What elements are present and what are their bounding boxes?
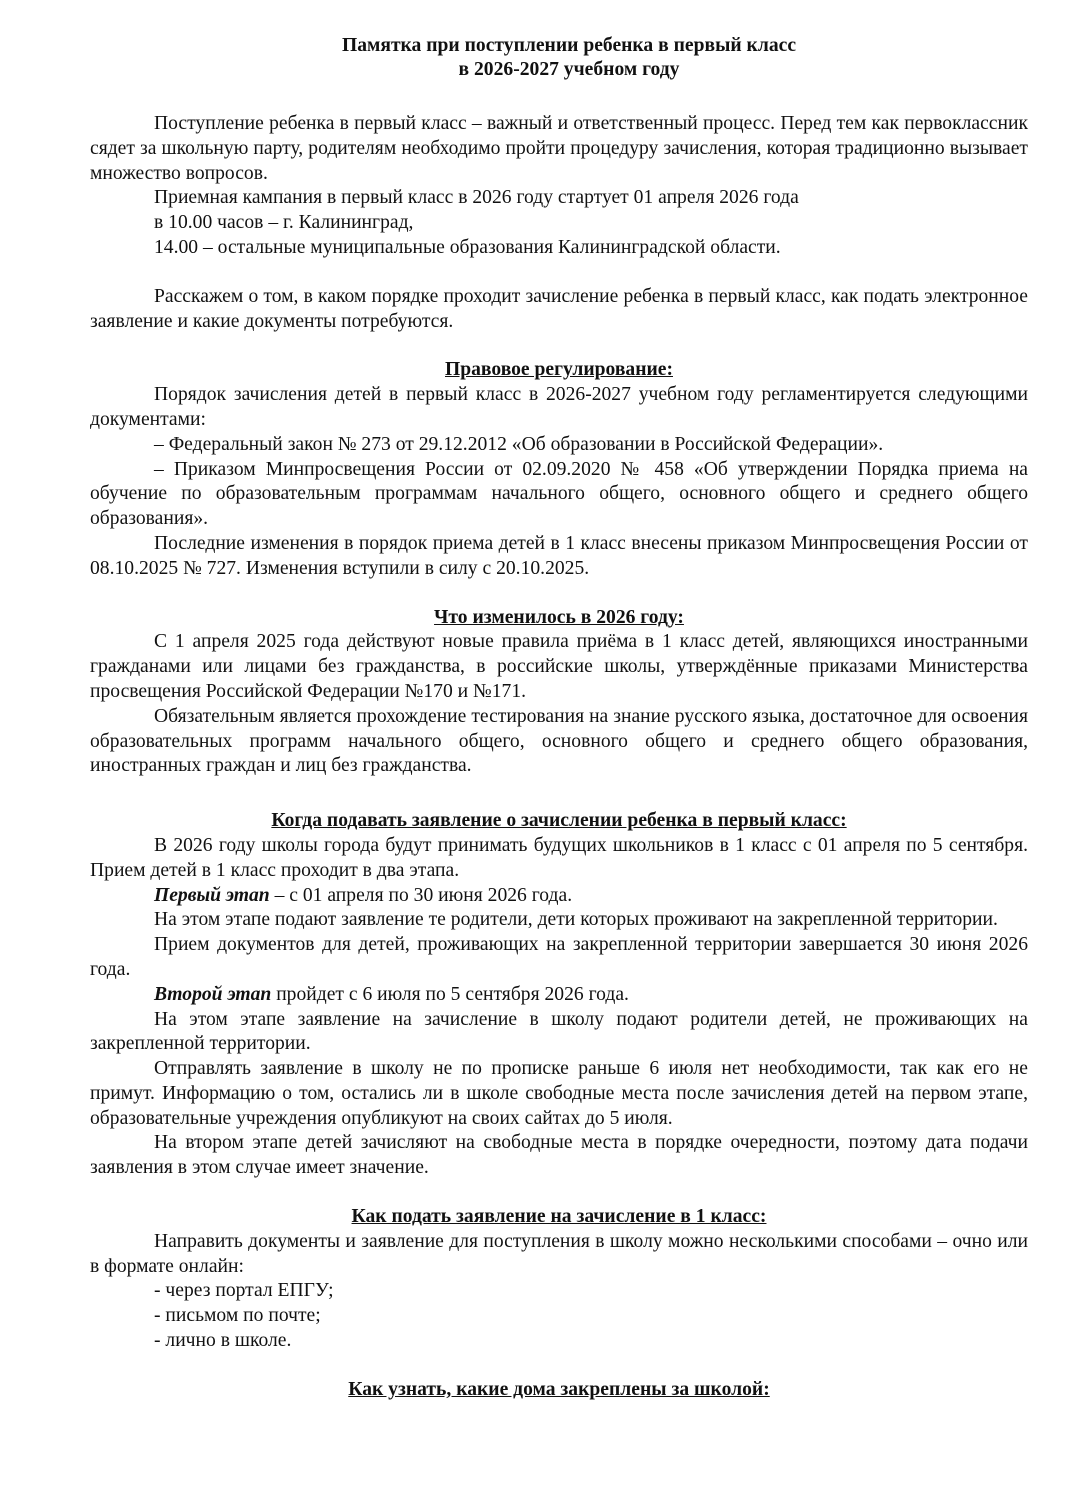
how-section <box>90 1205 1028 1354</box>
changes-section <box>90 606 1028 780</box>
list-item: - лично в школе. <box>154 1330 292 1352</box>
houses-section <box>90 1378 1028 1403</box>
how-heading: Как подать заявление на зачисление в 1 класс: <box>351 1206 767 1228</box>
houses-heading: Как узнать, какие дома закреплены за школой: <box>348 1378 770 1400</box>
stage-one-label: Первый этап <box>154 884 270 906</box>
how-paragraph: Направить документы и заявление для поступления в школу можно несколькими способами – очно или в формате онлайн: <box>90 1230 1028 1277</box>
stage-two-label: Второй этап <box>154 983 272 1005</box>
when-heading: Когда подавать заявление о зачислении ребенка в первый класс: <box>271 810 847 832</box>
legal-order-458: – Приказом Минпросвещения России от 02.09.2020 № 458 «Об утверждении Порядка приема на обучение по образовательным программам начального общего, основного общего и среднего общего образования». <box>90 458 1028 530</box>
when-paragraph: В 2026 году школы города будут принимать будущих школьников в 1 класс с 01 апреля по 5 сентября. Прием детей в 1 класс проходит в два этапа. <box>90 834 1028 881</box>
stage-one <box>90 884 1028 909</box>
stage-two-dates: пройдет с 6 июля по 5 сентября 2026 года. <box>271 983 629 1005</box>
changes-heading: Что изменилось в 2026 году: <box>434 606 684 628</box>
when-section <box>90 809 1028 1181</box>
changes-paragraph-2: Обязательным является прохождение тестирования на знание русского языка, достаточное для освоения образовательных программ начального общего, основного общего и среднего общего образования, иностранных граждан и лиц без гражданства. <box>90 705 1028 777</box>
legal-paragraph: Порядок зачисления детей в первый класс в 2026-2027 учебном году регламентируется следующими документами: <box>90 384 1028 430</box>
stage-two-note: Отправлять заявление в школу не по прописке раньше 6 июля нет необходимости, так как его не примут. Информацию о том, остались ли в школе свободные места после зачисления детей на первом этапе, образовательные учреждения опубликуют на своих сайтах до 5 июля. <box>90 1058 1028 1129</box>
stage-one-deadline: Прием документов для детей, проживающих на закрепленной территории завершается 30 июня 2026 года. <box>90 934 1028 980</box>
legal-section <box>90 358 1028 581</box>
legal-law-273: – Федеральный закон № 273 от 29.12.2012 «Об образовании в Российской Федерации». <box>154 433 884 455</box>
intro-campaign-start: Приемная кампания в первый класс в 2026 году стартует 01 апреля 2026 года <box>154 187 799 209</box>
methods-list <box>90 1279 1028 1353</box>
list-item: - письмом по почте; <box>154 1305 321 1327</box>
title-line-2: в 2026-2027 учебном году <box>458 59 680 80</box>
changes-paragraph-1: С 1 апреля 2025 года действуют новые правила приёма в 1 класс детей, являющихся иностранными гражданами или лицами без гражданства, в российские школы, утверждённые приказами Министерства просвещения Российской Федерации №170 и №171. <box>90 631 1028 702</box>
intro-time-kaliningrad: в 10.00 часов – г. Калининград, <box>154 212 414 234</box>
stage-two <box>90 983 1028 1008</box>
legal-heading: Правовое регулирование: <box>445 359 673 381</box>
legal-latest-changes: Последние изменения в порядок приема детей в 1 класс внесены приказом Минпросвещения России от 08.10.2025 № 727. Изменения вступили в силу с 20.10.2025. <box>90 532 1028 579</box>
intro-time-region: 14.00 – остальные муниципальные образования Калининградской области. <box>154 236 781 258</box>
title-line-1: Памятка при поступлении ребенка в первый класс <box>341 35 797 56</box>
stage-one-dates: – с 01 апреля по 30 июня 2026 года. <box>269 884 573 906</box>
list-item: - через портал ЕПГУ; <box>154 1280 334 1302</box>
stage-two-who: На этом этапе заявление на зачисление в школу подают родители детей, не проживающих на закрепленной территории. <box>90 1008 1028 1055</box>
stage-two-order: На втором этапе детей зачисляют на свободные места в порядке очередности, поэтому дата подачи заявления в этом случае имеет значение. <box>90 1132 1028 1179</box>
intro-paragraph: Поступление ребенка в первый класс – важный и ответственный процесс. Перед тем как первоклассник сядет за школьную парту, родителям необходимо пройти процедуру зачисления, которая традиционно вызывает множество вопросов. <box>90 113 1028 184</box>
intro-section <box>90 112 1028 334</box>
stage-one-who: На этом этапе подают заявление те родители, дети которых проживают на закрепленной территории. <box>154 909 998 931</box>
intro-overview: Расскажем о том, в каком порядке проходит зачисление ребенка в первый класс, как подать электронное заявление и какие документы потребуются. <box>90 285 1028 332</box>
document-title <box>110 34 1028 82</box>
